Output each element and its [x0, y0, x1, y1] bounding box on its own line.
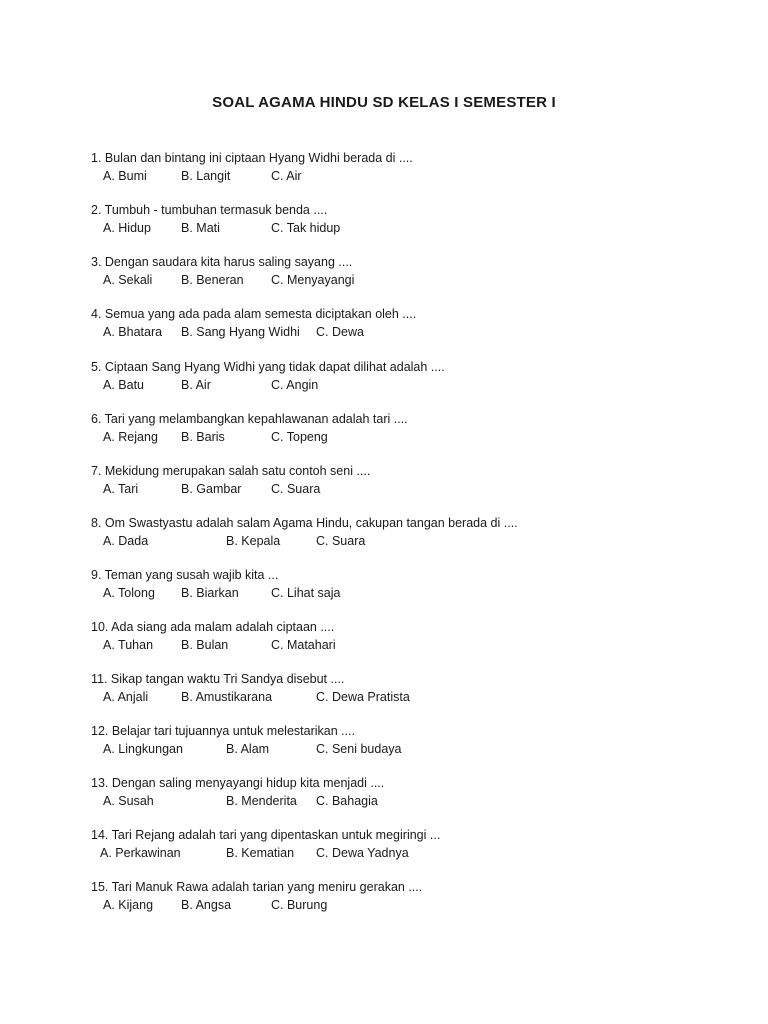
answer-option-c: C. Dewa Yadnya [316, 846, 409, 860]
question-item [91, 149, 741, 185]
answer-options [91, 480, 741, 498]
answer-option-a: A. Tolong [103, 586, 155, 600]
question-text: 12. Belajar tari tujuannya untuk melestarikan .... [91, 724, 356, 738]
answer-option-a: A. Bhatara [103, 325, 163, 339]
question-item [91, 305, 741, 341]
answer-options [91, 688, 741, 706]
question-text: 4. Semua yang ada pada alam semesta diciptakan oleh .... [91, 307, 417, 321]
answer-option-b: B. Amustikarana [181, 690, 273, 704]
answer-options [91, 167, 741, 185]
answer-options [91, 584, 741, 602]
answer-option-b: B. Baris [181, 430, 225, 444]
answer-option-a: A. Sekali [103, 273, 153, 287]
question-text: 7. Mekidung merupakan salah satu contoh seni .... [91, 464, 371, 478]
question-item [91, 253, 741, 289]
question-item [91, 566, 741, 602]
answer-option-b: B. Beneran [181, 273, 244, 287]
answer-option-b: B. Mati [181, 221, 220, 235]
answer-option-c: C. Tak hidup [271, 221, 341, 235]
question-text: 3. Dengan saudara kita harus saling sayang .... [91, 255, 353, 269]
answer-option-c: C. Air [271, 169, 302, 183]
question-text: 6. Tari yang melambangkan kepahlawanan adalah tari .... [91, 412, 408, 426]
answer-option-a: A. Anjali [103, 690, 149, 704]
answer-option-c: C. Dewa Pratista [316, 690, 410, 704]
answer-option-a: A. Batu [103, 378, 144, 392]
answer-option-c: C. Menyayangi [271, 273, 355, 287]
question-text: 13. Dengan saling menyayangi hidup kita menjadi .... [91, 776, 385, 790]
answer-option-a: A. Lingkungan [103, 742, 183, 756]
answer-option-c: C. Lihat saja [271, 586, 341, 600]
answer-option-a: A. Kijang [103, 898, 154, 912]
answer-option-b: B. Alam [226, 742, 270, 756]
answer-options [91, 219, 741, 237]
question-item [91, 670, 741, 706]
answer-option-a: A. Rejang [103, 430, 158, 444]
question-item [91, 462, 741, 498]
answer-option-b: B. Bulan [181, 638, 229, 652]
answer-options [91, 896, 741, 914]
question-item [91, 618, 741, 654]
answer-option-c: C. Topeng [271, 430, 328, 444]
question-text: 9. Teman yang susah wajib kita ... [91, 568, 279, 582]
answer-option-c: C. Suara [271, 482, 321, 496]
question-text: 14. Tari Rejang adalah tari yang dipentaskan untuk megiringi ... [91, 828, 441, 842]
question-text: 11. Sikap tangan waktu Tri Sandya disebut .... [91, 672, 345, 686]
answer-option-a: A. Tari [103, 482, 139, 496]
answer-option-c: C. Seni budaya [316, 742, 402, 756]
answer-option-b: B. Menderita [226, 794, 297, 808]
question-item [91, 722, 741, 758]
question-text: 5. Ciptaan Sang Hyang Widhi yang tidak dapat dilihat adalah .... [91, 360, 445, 374]
question-item [91, 358, 741, 394]
answer-options [91, 271, 741, 289]
answer-option-c: C. Matahari [271, 638, 336, 652]
question-item [91, 514, 741, 550]
question-text: 2. Tumbuh - tumbuhan termasuk benda .... [91, 203, 328, 217]
answer-option-b: B. Air [181, 378, 211, 392]
answer-option-b: B. Kematian [226, 846, 295, 860]
question-item [91, 826, 741, 862]
question-text: 10. Ada siang ada malam adalah ciptaan .... [91, 620, 335, 634]
answer-option-a: A. Tuhan [103, 638, 154, 652]
answer-options [91, 636, 741, 654]
answer-option-c: C. Angin [271, 378, 319, 392]
answer-option-c: C. Bahagia [316, 794, 378, 808]
answer-option-b: B. Angsa [181, 898, 232, 912]
answer-options [91, 428, 741, 446]
answer-option-a: A. Perkawinan [100, 846, 181, 860]
answer-option-c: C. Burung [271, 898, 328, 912]
question-text: 1. Bulan dan bintang ini ciptaan Hyang Widhi berada di .... [91, 151, 413, 165]
answer-option-b: B. Gambar [181, 482, 242, 496]
question-item [91, 410, 741, 446]
answer-option-b: B. Sang Hyang Widhi [181, 325, 300, 339]
answer-option-b: B. Langit [181, 169, 231, 183]
answer-option-a: A. Bumi [103, 169, 147, 183]
answer-options [91, 792, 741, 810]
question-item [91, 774, 741, 810]
answer-options [91, 532, 741, 550]
answer-option-c: C. Suara [316, 534, 366, 548]
answer-options [91, 376, 741, 394]
question-text: 15. Tari Manuk Rawa adalah tarian yang meniru gerakan .... [91, 880, 423, 894]
answer-option-b: B. Biarkan [181, 586, 239, 600]
question-text: 8. Om Swastyastu adalah salam Agama Hindu, cakupan tangan berada di .... [91, 516, 518, 530]
answer-option-a: A. Susah [103, 794, 154, 808]
page-title: SOAL AGAMA HINDU SD KELAS I SEMESTER I [212, 94, 556, 111]
answer-options [91, 323, 741, 341]
question-item [91, 201, 741, 237]
answer-option-b: B. Kepala [226, 534, 281, 548]
question-item [91, 878, 741, 914]
answer-options [91, 844, 741, 862]
answer-option-a: A. Hidup [103, 221, 151, 235]
answer-option-c: C. Dewa [316, 325, 364, 339]
answer-option-a: A. Dada [103, 534, 149, 548]
answer-options [91, 740, 741, 758]
